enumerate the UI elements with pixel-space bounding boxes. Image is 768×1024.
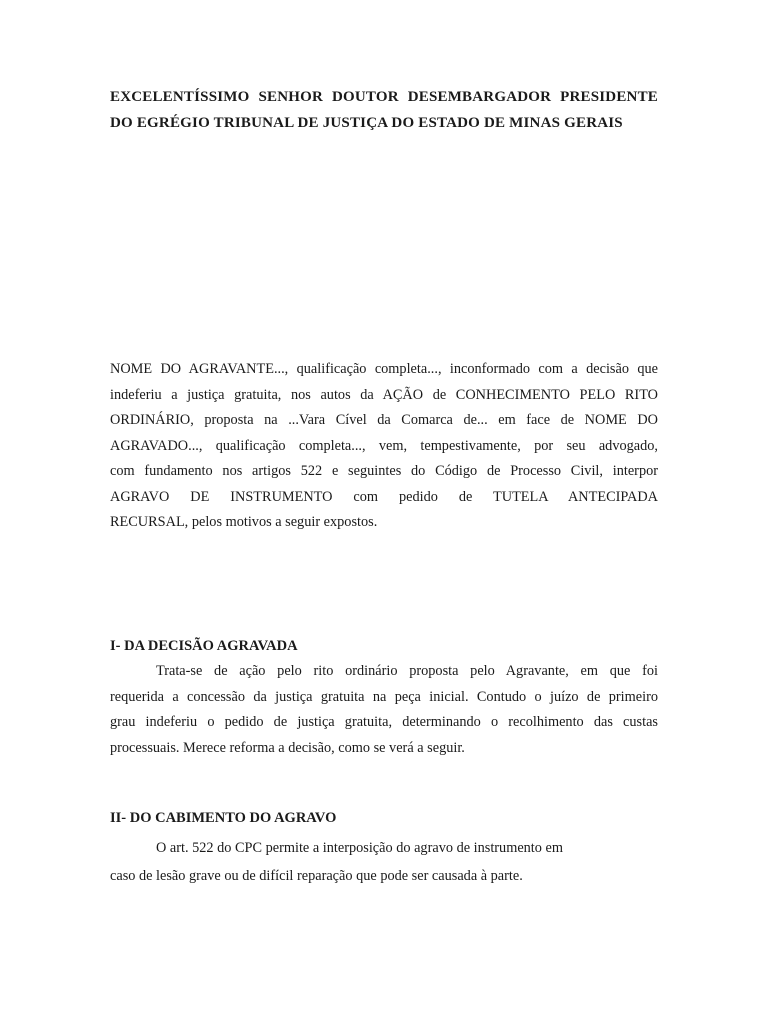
section-line: grau indeferiu o pedido de justiça gratuita, determinando o recolhimento das custas bbox=[110, 714, 658, 730]
section-paragraph-decisao-agravada bbox=[110, 659, 658, 761]
section-title-cabimento-agravo: II- DO CABIMENTO DO AGRAVO bbox=[110, 810, 337, 826]
section-line: requerida a concessão da justiça gratuita na peça inicial. Contudo o juízo de primeiro bbox=[110, 688, 658, 705]
intro-line: ORDINÁRIO, proposta na ...Vara Cível da Comarca de... em face de NOME DO bbox=[110, 412, 658, 428]
section-line: processuais. Merece reforma a decisão, como se verá a seguir. bbox=[110, 739, 465, 756]
document-header bbox=[110, 84, 658, 136]
header-line: DO EGRÉGIO TRIBUNAL DE JUSTIÇA DO ESTADO DE MINAS GERAIS bbox=[110, 115, 623, 131]
section-line: Trata-se de ação pelo rito ordinário proposta pelo Agravante, em que foi bbox=[156, 663, 658, 679]
intro-line: indeferiu a justiça gratuita, nos autos da AÇÃO de CONHECIMENTO PELO RITO bbox=[110, 386, 658, 403]
intro-paragraph bbox=[110, 357, 658, 536]
section-paragraph-cabimento-agravo bbox=[110, 834, 563, 890]
section-line: O art. 522 do CPC permite a interposição do agravo de instrumento em bbox=[156, 840, 563, 856]
intro-line: AGRAVO DE INSTRUMENTO com pedido de TUTELA ANTECIPADA bbox=[110, 488, 658, 505]
intro-line: AGRAVADO..., qualificação completa..., vem, tempestivamente, por seu advogado, bbox=[110, 437, 658, 454]
header-line: EXCELENTÍSSIMO SENHOR DOUTOR DESEMBARGADOR PRESIDENTE bbox=[110, 89, 658, 105]
intro-line: RECURSAL, pelos motivos a seguir expostos. bbox=[110, 514, 378, 530]
intro-line: com fundamento nos artigos 522 e seguintes do Código de Processo Civil, interpor bbox=[110, 463, 658, 479]
intro-line: NOME DO AGRAVANTE..., qualificação completa..., inconformado com a decisão que bbox=[110, 361, 658, 377]
section-title-decisao-agravada: I- DA DECISÃO AGRAVADA bbox=[110, 638, 298, 654]
section-line: caso de lesão grave ou de difícil reparação que pode ser causada à parte. bbox=[110, 868, 523, 884]
